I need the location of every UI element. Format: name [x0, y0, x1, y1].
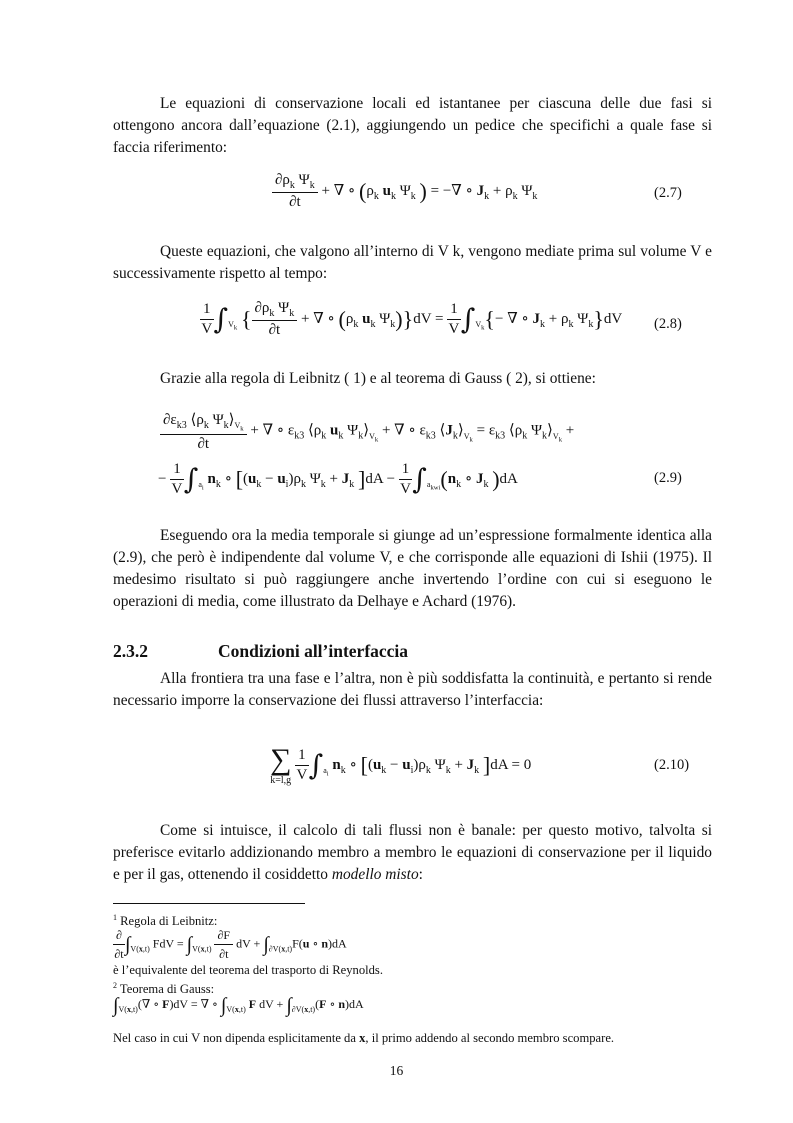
section-title: Condizioni all’interfaccia: [218, 641, 409, 661]
equation-2-7: $\frac{\partial\rho_k \Psi_k}{\partial t}$ + ∇ ∘ ($\rho_k$ $u_k$ $\Psi_k$ ) = −∇ ∘ $J_k + \rho_k$ $\Psi_k$: [272, 172, 537, 211]
footnote-2-title: Teorema di Gauss:: [119, 982, 215, 997]
equation-number-2-10: (2.10): [654, 757, 690, 773]
equation-2-8: $\frac{1}{V}$ $\int_{V_k}$ { $\frac{\partial\rho_k \Psi_k}{\partial t}$ + ∇ ∘ ($\rho_k$ $u_k$ $\Psi_k)\}dV$ = $\frac{1}{V}$ $\int_{V_k}\{-$ ∇ ∘ $J_k + \rho_k$ $\Psi_k\}dV$: [201, 300, 623, 338]
page-number: 16: [389, 1063, 404, 1078]
paragraph-5-text: Alla frontiera tra una fase e l’altra, non è più soddisfatta la continuità, e pertanto si rende necessario imporre la conservazione dei flussi attraverso l’interfaccia:: [113, 670, 712, 709]
paragraph-6-end: :: [418, 866, 423, 883]
footnote-1-formula: $\frac{\partial}{\partial t}$ $\int_{V(x,t)}$ FdV = $\int_{V(x,t)}$ $\frac{\partial F}{\partial t}$ dV + $\int_{\partial V(x,t)}F(u$ ∘ n)dA: [114, 928, 347, 961]
paragraph-4-text: Eseguendo ora la media temporale si giunge ad un’espressione formalmente identica alla (2.9), che però è indipendente dal volume V, e che corrisponde alle equazioni di Ishii (1975). Il medesimo risultato si può raggiungere anche invertendo l’ordine con cui si eseguono le operazioni di media, come illustrato da Delhaye e Achard (1976).: [113, 527, 712, 610]
footnote-1-mark: 1: [113, 913, 117, 922]
footnote-2-mark: 2: [113, 981, 117, 990]
equation-2-9-line-1: $\frac{\partial\varepsilon_{k3} ⟨\rho_k \Psi_k⟩_{V_k}}{\partial t}$ + ∇ ∘ $\varepsilon_{k3}$ $⟨\rho_k$ $u_k$ $\Psi_k⟩_{V_k}$ + ∇ ∘ $\varepsilon_{k3}$ $⟨J_k⟩_{V_k} = \varepsilon_{k3}$ $⟨\rho_k$ $\Psi_k⟩_{V_k}$ +: [160, 410, 574, 453]
paragraph-6: [113, 820, 712, 886]
paragraph-1-text: Le equazioni di conservazione locali ed istantanee per ciascuna delle due fasi si ottengono ancora dall’equazione (2.1), aggiungendo un pedice che specifichi a quale fase si faccia riferimento:: [113, 95, 712, 156]
paragraph-1: [113, 93, 712, 159]
footnote-2-formula: $\int_{V(x,t)}(\nabla$ ∘ F)dV = ∇ ∘ $\int_{V(x,t)}$ F dV + $\int_{\partial V(x,t)}(F$ ∘ n)dA: [113, 994, 364, 1017]
section-number: 2.3.2: [113, 641, 148, 661]
paragraph-3-text: Grazie alla regola di Leibnitz ( 1) e al teorema di Gauss ( 2), si ottiene:: [160, 370, 596, 387]
paragraph-6-italic: modello misto: [331, 866, 419, 883]
equation-2-9-line-2: − $\frac{1}{V}$ $\int_{a_i}$ $n_k$ ∘ [$(u_k - u_i)\rho_k$ $\Psi_k + J_k$ ]dA − $\frac{1}{V}$ $\int_{a_{kwi}}(n_k$ ∘ $J_k$ )dA: [158, 461, 518, 497]
footnote-1-text: è l’equivalente del teorema del trasporto di Reynolds.: [113, 963, 383, 977]
paragraph-4: [113, 525, 712, 613]
footnote-rule: [113, 903, 305, 904]
equation-number-2-7: (2.7): [654, 185, 682, 201]
footnote-2-text-c: , il primo addendo al secondo membro scompare.: [365, 1031, 615, 1045]
paragraph-5: [113, 668, 712, 712]
footnote-2-text-a: Nel caso in cui V non dipenda esplicitamente da: [113, 1031, 356, 1045]
section-heading: [113, 641, 408, 662]
footnote-2-text-b: x: [359, 1031, 366, 1045]
equation-2-10: ∑ k=l,g $\frac{1}{V}$ $\int_{a_i}$ $n_k$ ∘ [$(u_k - u_i)\rho_k$ $\Psi_k + J_k$ ]dA = 0: [270, 743, 532, 786]
paragraph-6-text: Come si intuisce, il calcolo di tali flussi non è banale: per questo motivo, talvolta si preferisce evitarlo addizionando membro a membro le equazioni di conservazione per il liquido e per il gas, ottenendo il cosiddetto: [113, 822, 712, 883]
footnote-1-title: Regola di Leibnitz:: [120, 914, 218, 929]
paragraph-2-text: Queste equazioni, che valgono all’interno di V k, vengono mediate prima sul volume V e successivamente rispetto al tempo:: [113, 243, 712, 282]
equation-number-2-9: (2.9): [654, 470, 682, 486]
paragraph-3: [113, 368, 712, 390]
paragraph-2: [113, 241, 712, 285]
equation-number-2-8: (2.8): [654, 316, 682, 332]
footnote-2-text: [113, 1030, 614, 1046]
footnote-2: [113, 978, 214, 997]
